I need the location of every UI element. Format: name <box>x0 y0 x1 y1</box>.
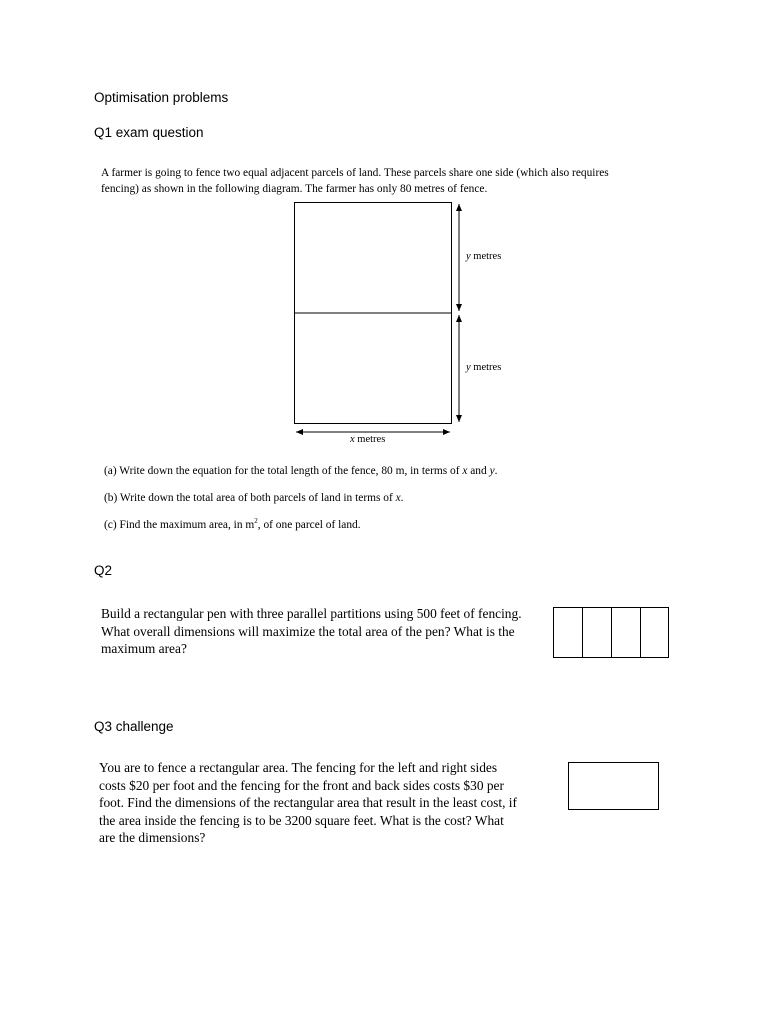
q1-part-a-y: y <box>489 465 495 477</box>
q2-text <box>101 605 522 658</box>
q1-part-b-x: x <box>395 492 401 504</box>
q1-intro-line-2: fencing) as shown in the following diagram. The farmer has only 80 metres of fence. <box>101 183 488 195</box>
q1-part-b-prefix: (b) Write down the total area of both parcels of land in terms of <box>104 492 396 504</box>
q3-line-2: costs $20 per foot and the fencing for the front and back sides costs $30 per <box>99 777 504 793</box>
q1-heading: Q1 exam question <box>94 125 204 140</box>
q1-part-a-x: x <box>462 465 468 477</box>
q1-part-c-end: , of one parcel of land. <box>257 519 361 531</box>
q1-part-b-end: . <box>400 492 404 504</box>
q3-heading: Q3 challenge <box>94 719 174 734</box>
q1-intro-line-1: A farmer is going to fence two equal adjacent parcels of land. These parcels share one side (which also requires <box>101 167 609 179</box>
q2-line-3: maximum area? <box>101 641 187 656</box>
area-outline <box>569 763 659 810</box>
y-label-top <box>466 251 501 262</box>
y-label-bottom <box>466 362 501 373</box>
y-label-bottom-var: y <box>466 362 471 373</box>
q1-intro <box>101 165 673 197</box>
q1-part-a-and: and <box>467 465 490 477</box>
q3-line-4: the area inside the fencing is to be 3200 square feet. What is the cost? What <box>99 812 504 828</box>
y-label-top-unit: metres <box>470 251 502 262</box>
q1-part-a <box>104 464 497 478</box>
q1-part-c <box>104 518 361 532</box>
q1-part-c-sup: 2 <box>254 517 258 526</box>
q2-heading: Q2 <box>94 563 113 578</box>
q1-part-a-end: . <box>494 465 498 477</box>
q2-line-1: Build a rectangular pen with three parallel partitions using 500 feet of fencing. <box>101 606 522 621</box>
x-label-unit: metres <box>354 434 386 445</box>
x-label-var: x <box>350 434 355 445</box>
q3-line-5: are the dimensions? <box>99 830 206 845</box>
q1-part-b <box>104 491 404 505</box>
q2-pen-diagram <box>552 606 670 659</box>
q3-line-3: foot. Find the dimensions of the rectangular area that result in the least cost, if <box>99 795 517 810</box>
y-label-bottom-unit: metres <box>470 362 502 373</box>
page-title: Optimisation problems <box>94 90 229 105</box>
q1-part-a-prefix: (a) Write down the equation for the total length of the fence, 80 m, in terms of <box>104 465 463 477</box>
q3-text <box>99 759 517 847</box>
q3-area-diagram <box>567 761 660 811</box>
q2-line-2: What overall dimensions will maximize the total area of the pen? What is the <box>101 623 515 639</box>
q3-line-1: You are to fence a rectangular area. The fencing for the left and right sides <box>99 760 498 775</box>
q1-fence-diagram <box>280 195 540 455</box>
y-label-top-var: y <box>466 251 471 262</box>
q1-part-c-prefix: (c) Find the maximum area, in m <box>104 519 255 531</box>
x-label <box>350 434 385 445</box>
